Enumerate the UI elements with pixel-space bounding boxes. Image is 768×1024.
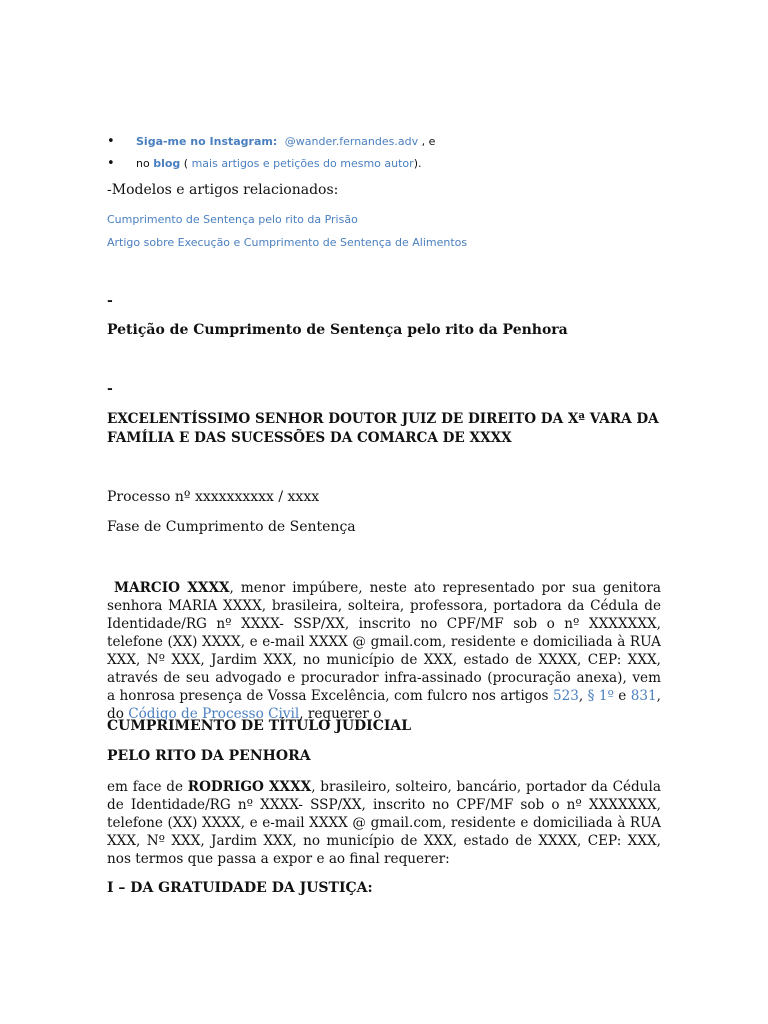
instagram-label: Siga-me no Instagram: [136, 135, 278, 148]
plaintiff-text: , menor impúbere, neste ato representado por sua genitora senhora MARIA XXXX, brasileira, solteira, professora, portadora da Cédula de Identidade/RG nº XXXX- SSP/XX, inscrito no CPF/MF sob o nº XXXXXXX, telefone (XX) XXXX, e e-mail XXXX @ gmail.com, residente e domiciliada à RUA XXX, Nº XXX, Jardim XXX, no município de XXX, estado de XXXX, CEP: XXX, através de seu advogado e procurador infra-assinado (procuração anexa), vem a honrosa presença de Vossa Excelência, com fulcro nos artigos [107, 580, 661, 704]
blog-description-link[interactable]: mais artigos e petições do mesmo autor [191, 157, 414, 170]
defendant-paragraph [107, 778, 661, 868]
defendant-name: RODRIGO XXXX [187, 779, 312, 795]
plaintiff-paragraph [107, 579, 661, 723]
blog-paren-open: ( [183, 157, 189, 170]
separator-dash: - [107, 381, 113, 397]
article-paragraph-1-link[interactable]: § 1º [587, 688, 614, 704]
plaintiff-sep: e [613, 688, 631, 704]
plaintiff-tail: , requerer o [299, 706, 382, 722]
separator-dash: - [107, 293, 113, 309]
defendant-text: , brasileiro, solteiro, bancário, portador da Cédula de Identidade/RG nº XXXX- SSP/XX, inscrito no CPF/MF sob o nº XXXXXXX, telefone (XX) XXXX, e e-mail XXXX @ gmail.com, residente e domiciliada à RUA XXX, Nº XXX, Jardim XXX, no município de XXX, estado de XXXX, CEP: XXX, nos termos que passa a expor e ao final requerer: [107, 779, 661, 867]
blog-link[interactable]: blog [153, 157, 181, 170]
phase-label: Fase de Cumprimento de Sentença [107, 519, 356, 535]
section-gratuidade-heading: I – DA GRATUIDADE DA JUSTIÇA: [107, 880, 373, 896]
related-heading: -Modelos e artigos relacionados: [107, 182, 339, 198]
plaintiff-sep: , [578, 688, 588, 704]
bullet-icon: • [107, 134, 115, 149]
plaintiff-name: MARCIO XXXX [114, 580, 230, 596]
article-523-link[interactable]: 523 [552, 688, 579, 704]
heading-cumprimento: CUMPRIMENTO DE TÍTULO JUDICIAL [107, 718, 412, 734]
heading-rito: PELO RITO DA PENHORA [107, 748, 311, 764]
instagram-handle-link[interactable]: @wander.fernandes.adv [284, 135, 419, 148]
blog-prefix: no [136, 157, 150, 170]
cpc-link[interactable]: Código de Processo Civil [128, 706, 300, 722]
process-number: Processo nº xxxxxxxxxx / xxxx [107, 489, 320, 505]
blog-paren-close: ). [413, 157, 422, 170]
related-link-execucao[interactable]: Artigo sobre Execução e Cumprimento de Sentença de Alimentos [107, 236, 468, 249]
related-link-prisao[interactable]: Cumprimento de Sentença pelo rito da Prisão [107, 213, 358, 226]
petition-title: Petição de Cumprimento de Sentença pelo rito da Penhora [107, 322, 568, 338]
defendant-prefix: em face de [107, 779, 188, 795]
instagram-tail: , e [421, 135, 436, 148]
addressee-heading: EXCELENTÍSSIMO SENHOR DOUTOR JUIZ DE DIREITO DA Xª VARA DA FAMÍLIA E DAS SUCESSÕES DA COMARCA DE XXXX [107, 411, 659, 446]
article-831-link[interactable]: 831 [630, 688, 657, 704]
bullet-icon: • [107, 156, 115, 171]
plaintiff-sep: , do [107, 688, 661, 722]
